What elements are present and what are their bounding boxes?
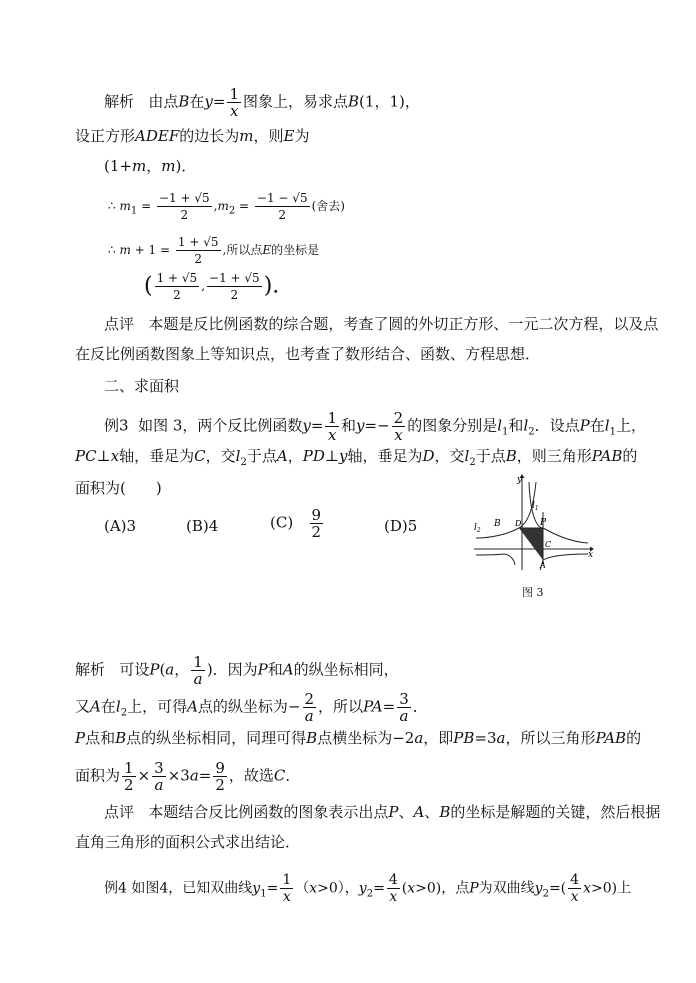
fraction <box>155 270 200 303</box>
subscript: 2 <box>366 888 374 900</box>
text: 的 <box>622 447 638 465</box>
subscript: 2 <box>120 707 128 719</box>
var-m: m <box>119 243 131 257</box>
text: 轴，垂足为 <box>119 447 195 465</box>
triangle-pab <box>519 528 543 560</box>
var: a <box>496 729 506 747</box>
text: (1+ <box>104 157 132 175</box>
text: ，即 <box>423 729 454 747</box>
fraction-m2 <box>255 190 310 223</box>
fraction-1-over-x <box>227 86 241 119</box>
text: =( <box>548 880 567 897</box>
var-e: E <box>262 243 272 257</box>
comment2-line-2 <box>75 832 300 852</box>
figure-3-caption <box>522 583 544 603</box>
comment2-line-1 <box>104 802 660 822</box>
var: B <box>439 803 451 821</box>
comma: ， <box>174 660 190 679</box>
var-a: A <box>282 660 294 679</box>
comment-line-1 <box>104 314 658 334</box>
label-analysis: 解析 <box>75 660 106 679</box>
var: B <box>115 729 127 747</box>
text: 上，可得 <box>127 697 188 716</box>
var: A <box>413 803 425 821</box>
solution-line-3 <box>75 728 641 748</box>
numerator: 9 <box>215 759 225 777</box>
subscript: 1 <box>502 426 509 438</box>
subscript: 1 <box>260 888 267 900</box>
var-m: m <box>217 199 229 213</box>
text: 于点 <box>475 447 506 465</box>
var: PC <box>75 447 97 465</box>
text: ，所以三角形 <box>505 729 596 747</box>
comment-line-2 <box>75 344 540 364</box>
var: A <box>187 697 198 716</box>
label-y: y <box>517 475 523 485</box>
text: 面积为( ) <box>75 479 162 497</box>
numerator: −1 + √5 <box>209 271 260 285</box>
text: 的坐标是解题的关键，然后根据 <box>450 803 661 821</box>
equals: = <box>239 199 250 213</box>
label-l1 <box>532 501 539 512</box>
l2-letter: l <box>474 523 477 533</box>
fraction <box>191 654 205 687</box>
fraction <box>176 234 221 267</box>
text: ． <box>285 766 301 785</box>
paren: ). <box>263 273 280 299</box>
denominator: 2 <box>124 776 134 794</box>
equals: = <box>310 416 324 435</box>
fraction <box>325 410 339 443</box>
text: ，交 <box>205 447 236 465</box>
denominator: a <box>154 776 164 794</box>
example3-line-2 <box>75 446 637 473</box>
text: 图象上，易求点 <box>243 92 349 111</box>
text: ．设点 <box>534 416 580 435</box>
text: 的边长为 <box>179 127 240 145</box>
var: x <box>110 447 120 465</box>
fraction <box>568 872 581 905</box>
text: 点的纵坐标相同，同理可得 <box>126 729 307 747</box>
text: =3 <box>474 729 497 747</box>
text: 可设 <box>119 660 150 679</box>
var: PD <box>302 447 325 465</box>
equals: =− <box>364 416 390 435</box>
denominator: x <box>389 889 398 905</box>
fraction-9-over-2 <box>310 507 324 540</box>
text: 在 <box>189 92 205 111</box>
label-d: D <box>515 519 522 528</box>
text: (D)5 <box>384 517 418 535</box>
text: 点横坐标为−2 <box>317 729 415 747</box>
label-l2 <box>474 523 481 534</box>
text: ×3 <box>167 766 190 785</box>
label-example3: 例3 <box>104 416 129 435</box>
var: x <box>309 880 318 897</box>
numerator: 1 <box>124 759 134 777</box>
var: A <box>276 447 288 465</box>
var: C <box>273 766 286 785</box>
text: 和 <box>508 416 524 435</box>
denominator: x <box>570 889 579 905</box>
text: 的纵坐标相同， <box>293 660 399 679</box>
text: 二、求面积 <box>104 377 180 395</box>
label-comment: 点评 <box>104 315 135 333</box>
text: 本题是反比例函数的综合题，考查了圆的外切正方形、一元二次方程，以及点 <box>148 315 659 333</box>
text: ，所以 <box>318 697 364 716</box>
var: C <box>194 447 206 465</box>
numerator: 2 <box>304 690 315 708</box>
denominator: a <box>399 707 409 725</box>
point-e-coords-line <box>144 270 279 303</box>
var-l: l <box>604 416 610 435</box>
text: ， <box>287 447 303 465</box>
denominator: 2 <box>173 288 181 302</box>
text: >0)上 <box>590 880 632 897</box>
var-p: P <box>149 660 160 679</box>
text: ( <box>401 880 408 897</box>
denominator: x <box>229 102 239 120</box>
text: 于点 <box>246 447 277 465</box>
text: >0)，点 <box>415 880 470 897</box>
var-l: l <box>497 416 503 435</box>
numerator: 1 <box>193 653 203 671</box>
text: 如图4，已知双曲线 <box>131 880 253 897</box>
option-b <box>186 516 218 536</box>
denominator: x <box>328 426 337 444</box>
l1-letter: l <box>532 501 535 511</box>
text: 的坐标是 <box>271 243 320 257</box>
denominator: a <box>304 707 314 725</box>
numerator: 1 + √5 <box>177 235 219 249</box>
m-plus-one-line <box>108 234 319 267</box>
fraction <box>213 760 227 793</box>
var-adef: ADEF <box>135 127 180 145</box>
fraction <box>207 270 262 303</box>
var: PAB <box>591 447 623 465</box>
solution-line-1 <box>75 654 399 687</box>
text: ，故选 <box>228 766 274 785</box>
text: 和 <box>341 416 357 435</box>
var: D <box>422 447 435 465</box>
var: a <box>189 766 199 785</box>
label-analysis: 解析 <box>104 92 135 111</box>
text: (舍去) <box>311 199 345 213</box>
subscript: 2 <box>469 457 476 468</box>
var: x <box>583 880 591 897</box>
subscript: 2 <box>542 888 549 900</box>
var: y <box>358 880 367 897</box>
text: 、 <box>398 803 414 821</box>
numerator: 3 <box>154 759 164 777</box>
label-e: E <box>515 532 521 540</box>
var: y <box>252 880 261 897</box>
text: )．因为 <box>206 660 258 679</box>
section-heading <box>104 376 179 396</box>
text: 本题结合反比例函数的图象表示出点 <box>148 803 389 821</box>
var: l <box>235 447 241 465</box>
var: l <box>464 447 470 465</box>
text: ， <box>146 157 162 175</box>
numerator: 1 <box>327 409 338 427</box>
var: a <box>414 729 424 747</box>
text: 面积为 <box>75 766 121 785</box>
subscript: 1 <box>609 426 616 438</box>
label-b: B <box>494 519 501 529</box>
numerator: 1 <box>229 85 239 103</box>
option-a <box>104 516 136 536</box>
var: PB <box>453 729 475 747</box>
fraction <box>387 872 400 905</box>
var-m: m <box>161 157 176 175</box>
point-coords: (1，1)， <box>359 92 420 111</box>
var-m: m <box>119 199 131 213</box>
denominator: 2 <box>215 776 225 794</box>
text: 由点 <box>148 92 179 111</box>
l1-sub: 1 <box>534 505 539 512</box>
equals: = <box>266 880 279 897</box>
text: 点的纵坐标为− <box>197 697 301 716</box>
var: P <box>469 880 479 897</box>
equals: = <box>141 199 152 213</box>
var: B <box>505 447 517 465</box>
text: 在 <box>589 416 605 435</box>
text: ，交 <box>434 447 465 465</box>
text: (B)4 <box>186 517 219 535</box>
numerator: 1 + √5 <box>156 271 198 285</box>
text: 的 <box>626 729 642 747</box>
label-a: A <box>540 561 546 570</box>
m-solutions-line <box>108 190 345 223</box>
option-c <box>270 507 325 540</box>
therefore-symbol: ∴ <box>108 199 116 213</box>
analysis-line-3 <box>104 156 196 176</box>
denominator: 2 <box>180 208 189 222</box>
denominator: 2 <box>278 208 287 222</box>
text: ，则 <box>253 127 284 145</box>
text: 轴，垂足为 <box>347 447 423 465</box>
subscript: 1 <box>130 205 138 217</box>
denominator: x <box>282 889 291 905</box>
var: x <box>407 880 416 897</box>
var: B <box>306 729 318 747</box>
text: ，则三角形 <box>516 447 592 465</box>
var-p: P <box>579 416 590 435</box>
analysis-line-2 <box>75 126 309 146</box>
comma: , <box>213 199 218 213</box>
label-c: C <box>545 540 552 549</box>
solution-line-4 <box>75 760 300 793</box>
equals: = <box>382 697 396 716</box>
example3-line-1 <box>104 410 646 443</box>
solution-line-2 <box>75 691 428 724</box>
var-b: B <box>178 92 190 111</box>
fraction <box>280 872 293 905</box>
therefore-symbol: ∴ <box>108 243 116 257</box>
text: 上， <box>615 416 646 435</box>
var-e: E <box>283 127 295 145</box>
var: P <box>388 803 399 821</box>
fraction <box>397 691 411 724</box>
perp: ⊥ <box>324 447 339 465</box>
label-comment: 点评 <box>104 803 135 821</box>
curve-l2-q4 <box>543 554 588 560</box>
var-a: a <box>165 660 175 679</box>
paren: ( <box>144 273 153 299</box>
text: ． <box>412 697 428 716</box>
text: 在反比例函数图象上等知识点，也考查了数形结合、函数、方程思想． <box>75 345 541 363</box>
example4-line-1 <box>104 872 631 905</box>
denominator: 2 <box>230 288 239 302</box>
example3-line-3 <box>75 478 162 498</box>
numerator: −1 + √5 <box>158 191 210 205</box>
analysis-line-1 <box>104 86 420 119</box>
times: × <box>137 766 151 785</box>
label-o: O <box>516 542 522 550</box>
fraction <box>122 760 136 793</box>
paren: ( <box>159 660 166 679</box>
text: 为 <box>294 127 310 145</box>
text: >0）， <box>317 880 359 897</box>
var: PAB <box>595 729 627 747</box>
label-x: x <box>588 550 594 560</box>
numerator: 4 <box>388 872 398 888</box>
fraction-m1 <box>157 190 212 223</box>
denominator: x <box>394 426 403 444</box>
fraction <box>303 691 317 724</box>
text: ,所以点 <box>222 243 263 257</box>
var-b: B <box>348 92 360 111</box>
var-y: y <box>356 416 365 435</box>
option-d <box>384 516 417 536</box>
numerator: 9 <box>311 506 322 524</box>
var-p: P <box>257 660 268 679</box>
text: 设正方形 <box>75 127 136 145</box>
text: 直角三角形的面积公式求出结论． <box>75 833 301 851</box>
numerator: −1 − √5 <box>256 191 308 205</box>
text: 在 <box>100 697 116 716</box>
var: l <box>115 697 121 716</box>
var: y <box>338 447 348 465</box>
curve-l1-q3 <box>476 554 515 565</box>
numerator: 4 <box>570 872 580 888</box>
equals: = <box>212 92 226 111</box>
denominator: 2 <box>194 252 203 266</box>
equals: = <box>198 766 212 785</box>
text: )． <box>175 157 197 175</box>
var-m: m <box>131 157 147 175</box>
subscript: 2 <box>528 426 535 438</box>
var-y: y <box>302 416 311 435</box>
text: （ <box>295 880 310 897</box>
text: 如图 3，两个反比例函数 <box>138 416 303 435</box>
var: A <box>90 697 101 716</box>
text: + 1 = <box>134 243 171 257</box>
figure-3-hyperbolas <box>470 472 600 572</box>
text: 点和 <box>85 729 116 747</box>
var-y: y <box>204 92 213 111</box>
text: 和 <box>267 660 283 679</box>
var: y <box>534 880 543 897</box>
equals: = <box>373 880 385 897</box>
subscript: 2 <box>240 457 247 468</box>
denominator: 2 <box>311 523 322 541</box>
var: P <box>75 729 86 747</box>
denominator: a <box>193 670 203 688</box>
text: 的图象分别是 <box>407 416 498 435</box>
text: 图 3 <box>522 586 544 599</box>
var-m: m <box>239 127 254 145</box>
numerator: 3 <box>399 690 409 708</box>
fraction <box>392 410 406 443</box>
text: 为双曲线 <box>478 880 535 897</box>
label-p: P <box>540 518 547 528</box>
subscript: 2 <box>228 205 236 217</box>
comma: , <box>201 279 206 293</box>
l2-sub: 2 <box>476 527 481 534</box>
label-example4: 例4 <box>104 880 127 897</box>
text: (A)3 <box>104 517 137 535</box>
fraction <box>152 760 166 793</box>
var-l: l <box>523 416 529 435</box>
numerator: 1 <box>282 872 292 888</box>
text: (C) <box>270 513 294 532</box>
numerator: 2 <box>393 409 404 427</box>
perp: ⊥ <box>96 447 111 465</box>
var: PA <box>363 697 383 716</box>
text: 又 <box>75 697 91 716</box>
text: 、 <box>424 803 440 821</box>
